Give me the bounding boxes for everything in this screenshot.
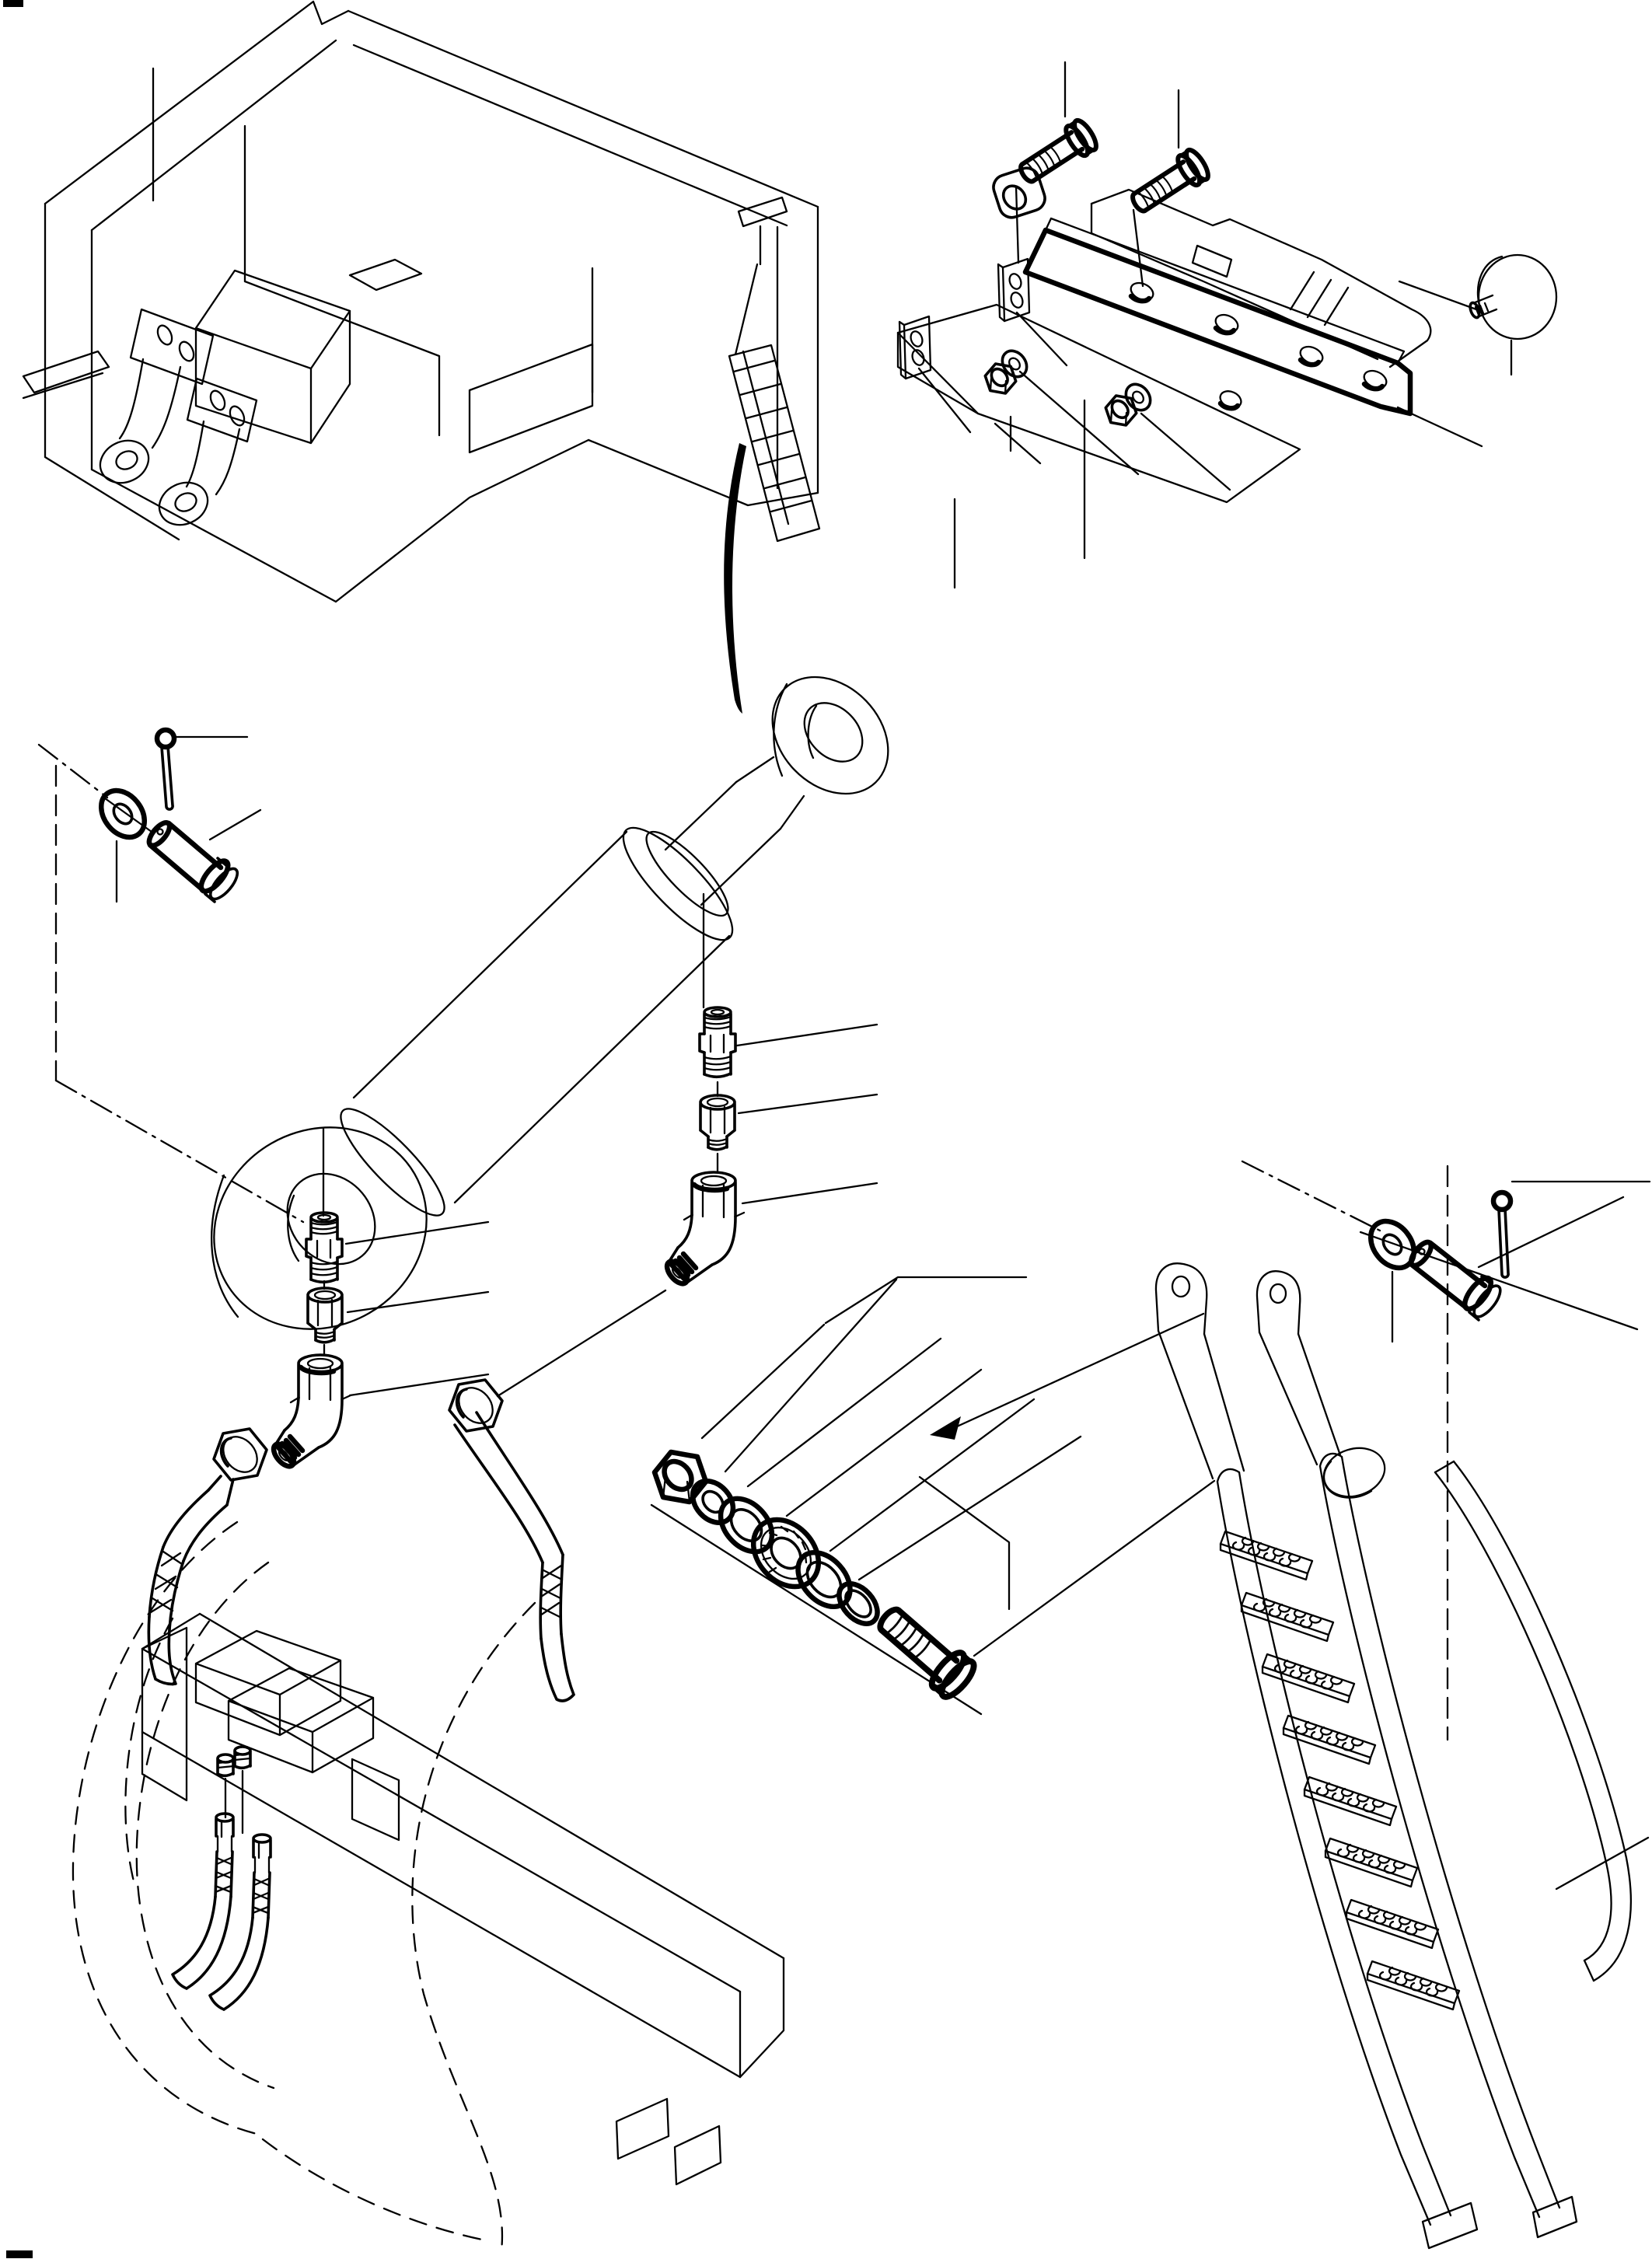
stowed-hose-dashed <box>263 2139 486 2240</box>
stowed-hose-dashed <box>125 1618 173 1881</box>
access-step-grille <box>729 197 819 541</box>
pivot-bearing-set <box>651 1277 1214 1714</box>
barrel-eye <box>177 1089 463 1367</box>
base-plate <box>898 305 1300 502</box>
plug-fitting <box>235 1747 250 1768</box>
flat-washer <box>1362 1213 1423 1342</box>
bolt <box>1015 117 1100 190</box>
nipple-fitting <box>306 1213 342 1282</box>
plug-fitting <box>218 1754 233 1775</box>
hex-nut <box>1105 396 1136 425</box>
ladder <box>1156 1263 1648 2248</box>
cotter-pin <box>157 730 174 809</box>
hex-nut <box>655 1452 706 1502</box>
adapter-fitting <box>700 1095 735 1150</box>
locator-swoosh <box>724 443 746 714</box>
stowed-hose-dashed <box>73 1522 257 2134</box>
stowed-hose-dashed <box>412 1603 535 2250</box>
registration-mark-bottom-left <box>6 2250 33 2258</box>
clamp-bar <box>1025 218 1410 414</box>
hose-tail <box>173 1814 233 1988</box>
port-fittings-rod-side <box>663 1007 877 1287</box>
bracket-assembly <box>898 62 1556 558</box>
flat-washer <box>93 782 153 902</box>
clevis-pin <box>1408 1197 1623 1321</box>
group-bracket <box>920 1477 1009 1609</box>
axis-line <box>498 1290 665 1396</box>
group-bracket <box>826 1277 1026 1323</box>
leader-line <box>346 1222 488 1395</box>
registration-mark-top-left <box>3 0 23 7</box>
washer <box>1121 379 1155 415</box>
rod-eye <box>749 654 912 817</box>
leader-line <box>702 1280 1214 1656</box>
hose-swivel-nut <box>214 1429 267 1480</box>
clevis-pin <box>145 810 260 903</box>
leader-line <box>737 1025 877 1203</box>
hose-swivel-nut <box>449 1380 502 1431</box>
handrail <box>1435 1461 1631 1981</box>
hex-bolt <box>871 1599 979 1702</box>
hoses <box>73 1290 665 2250</box>
drilled-plate <box>899 316 931 379</box>
hose-tail <box>210 1835 271 2009</box>
cotter-pin <box>1493 1192 1511 1277</box>
ladder-pin <box>1242 1161 1650 1740</box>
bolt <box>1126 147 1212 219</box>
elbow-fitting <box>270 1355 351 1470</box>
elbow-fitting <box>663 1172 744 1287</box>
mounting-lugs <box>1156 1263 1391 1504</box>
hydraulic-cylinder <box>177 654 912 1367</box>
knob-disc <box>1469 255 1556 339</box>
axis-line <box>1133 210 1476 309</box>
port-fittings-head-side <box>270 1213 488 1470</box>
adapter-fitting <box>308 1288 342 1342</box>
machine-body <box>23 2 955 714</box>
nipple-fitting <box>700 1007 735 1077</box>
